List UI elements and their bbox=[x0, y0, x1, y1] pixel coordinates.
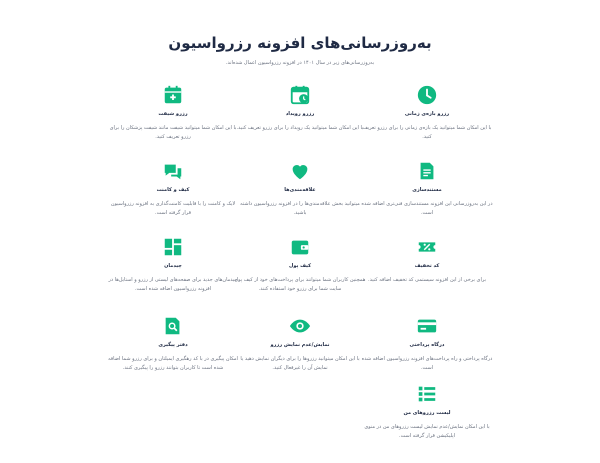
feature-title: رزرو رویداد bbox=[285, 111, 315, 117]
feature-title: درگاه پرداختی bbox=[409, 342, 445, 348]
feature-description: با این امکان شما میتوانید یک رویداد را برای رزرو تعریف کنید. bbox=[236, 125, 364, 131]
feature-shift bbox=[98, 84, 248, 142]
feature-description: میتوانید بخش علاقه‌مندی‌ها را در افزونه رزرواسیون داشته باشید. bbox=[240, 201, 360, 216]
feature-title: رزرو بازه‌ی زمانی bbox=[404, 111, 450, 117]
page-subtitle: به‌روزرسانی‌های زیر در سال ۱۴۰۱ در افزونه رزرواسیون اعمال شده‌اند. bbox=[225, 60, 375, 66]
layout-icon bbox=[162, 236, 184, 258]
feature-title: علاقه‌مندی‌ها bbox=[284, 187, 316, 193]
feature-description: با این امکان شما میتوانید یک بازه‌ی زمانی را برای رزرو تعریف کنید. bbox=[362, 125, 492, 140]
heart-icon bbox=[289, 160, 311, 182]
feature-description: در این به‌روزرسانی این افزونه مستندسازی فنی‌تری اضافه شده است. bbox=[361, 201, 493, 216]
page-title: به‌روزرسانی‌های افزونه رزرواسیون bbox=[168, 34, 432, 52]
calendar-plus-icon bbox=[162, 84, 184, 106]
search-doc-icon bbox=[162, 315, 184, 337]
feature-description: چیدمان‌های جدید برای صفحه‌های لیستی از رزرو و استایل‌ها در افزونه رزرواسیون اضافه شده است. bbox=[108, 277, 238, 292]
feature-layout bbox=[98, 236, 248, 294]
card-icon bbox=[416, 315, 438, 337]
feature-tracking bbox=[98, 315, 248, 373]
feature-title: کد تخفیف bbox=[414, 263, 440, 269]
feature-title: لیست رزروهای من bbox=[403, 410, 451, 416]
feature-title: رزرو شیفت bbox=[158, 111, 188, 117]
feature-like-comment bbox=[98, 160, 248, 218]
feature-title: دفتر پیگیری bbox=[158, 342, 188, 348]
feature-title: کیف و کامنت bbox=[156, 187, 190, 193]
feature-title: کیف پول bbox=[289, 263, 311, 269]
feature-description: امکان پیگیری در با کد رهگیری ایمیلتان و برای رزرو شما اضافه شده است تا کاربران بتوانند رزرو را پیگیری کنند. bbox=[108, 356, 238, 371]
eye-icon bbox=[289, 315, 311, 337]
feature-title: مستندسازی bbox=[412, 187, 442, 193]
feature-description: لایک و کامنت را با قابلیت کامنت‌گذاری به افزونه رزرواسیون قرار گرفته است. bbox=[110, 201, 236, 216]
feature-description: با این امکان شما میتوانید شیفت مانند شیفت پزشکان را برای رزرو تعریف کنید. bbox=[109, 125, 237, 140]
feature-description: برای برخی از این افزونه سیستمی کد تخفیف اضافه کنید. bbox=[368, 277, 486, 283]
list-icon bbox=[416, 383, 438, 405]
feature-description: درگاه پرداختی و راه پرداخت‌های افزونه رزرواسیون اضافه شده است. bbox=[361, 356, 493, 371]
discount-icon bbox=[416, 236, 438, 258]
feature-description: با این امکان نمایش/عدم نمایش لیست رزروهای من در منوی اپلیکیشن قرار گرفته است. bbox=[364, 424, 490, 439]
feature-my-reservations bbox=[352, 383, 502, 441]
wallet-icon bbox=[289, 236, 311, 258]
feature-title: نمایش/عدم نمایش رزرو bbox=[270, 342, 330, 348]
feature-description: با این امکان میتوانید رزروها را برای دیگران نمایش دهید یا نمایش آن را غیرفعال کنید. bbox=[240, 356, 360, 371]
chat-icon bbox=[162, 160, 184, 182]
clock-icon bbox=[416, 84, 438, 106]
document-icon bbox=[416, 160, 438, 182]
calendar-clock-icon bbox=[289, 84, 311, 106]
feature-title: چیدمان bbox=[164, 263, 182, 269]
feature-description: همچنین کاربران شما میتوانند برای پرداخت‌های خود از کیف پول سایت شما برای رزرو خود استفاده کنند. bbox=[234, 277, 366, 292]
